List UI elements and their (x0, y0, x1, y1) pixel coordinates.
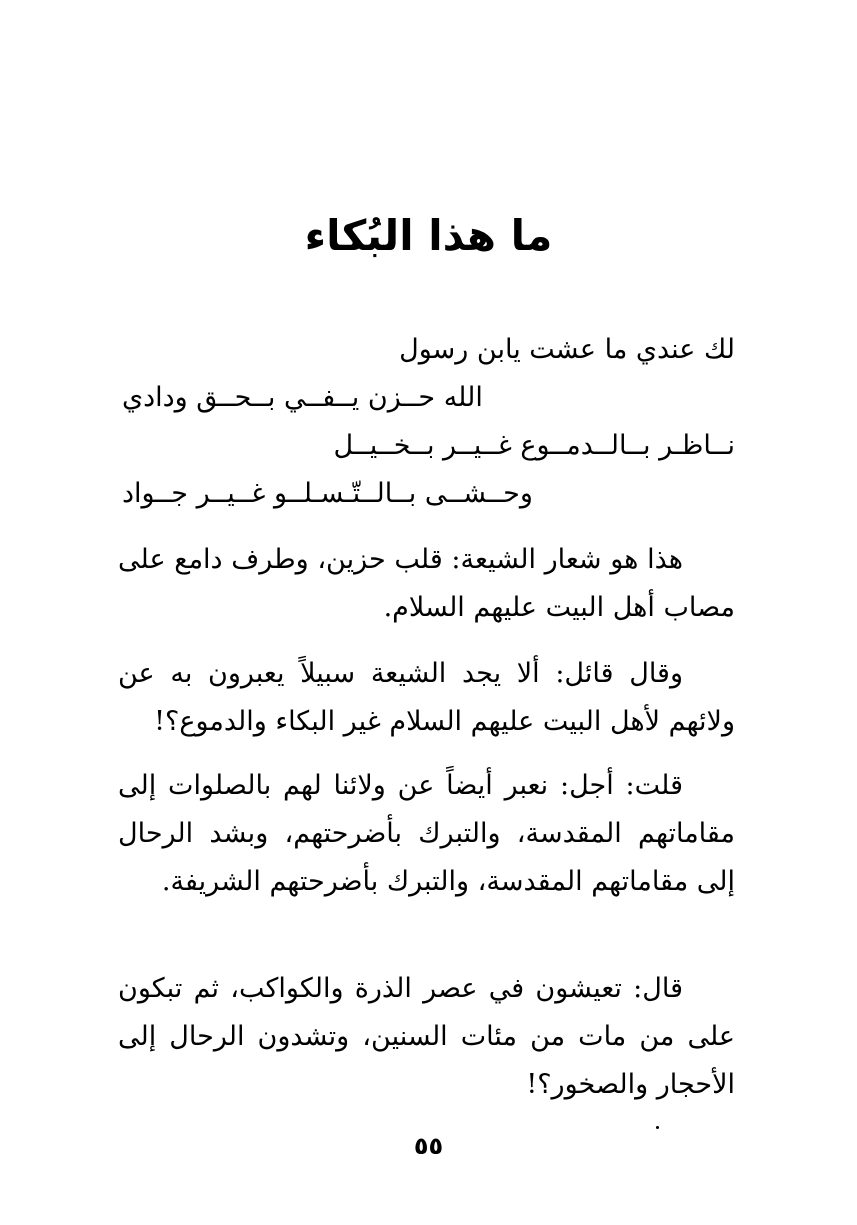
page-number: ٥٥ (413, 1132, 444, 1160)
paragraph-3-text: قلت: أجل: نعبر أيضاً عن ولائنا لهم بالصلوات إلى مقاماتهم المقدسة، والتبرك بأضرحتهم، وبشد الرحال إلى مقاماتهم المقدسة، والتبرك بأضرحتهم الشريفة. (118, 770, 735, 897)
paragraph-1-text: هذا هو شعار الشيعة: قلب حزين، وطرف دامع على مصاب أهل البيت عليهم السلام. (118, 544, 735, 623)
poem-line-4: وحــشــى بــالــتّـسـلــو غــيــر جــواد (122, 478, 533, 509)
paragraph-3 (118, 762, 735, 906)
paragraph-4-text: قال: تعيشون في عصر الذرة والكواكب، ثم تبكون على من مات من مئات السنين، وتشدون الرحال إلى الأحجار والصخور؟! (118, 973, 735, 1100)
paragraph-2-text: وقال قائل: ألا يجد الشيعة سبيلاً يعبرون به عن ولائهم لأهل البيت عليهم السلام غير البكاء والدموع؟! (118, 658, 735, 737)
paragraph-2 (118, 650, 735, 746)
paragraph-1 (118, 536, 735, 632)
poem-line-2: الله حــزن يــفــي بــحــق ودادي (122, 382, 483, 413)
poem-line-1: لك عندي ما عشت يابن رسول (399, 334, 735, 365)
chapter-title: ما هذا البُكاء (304, 211, 553, 260)
paragraph-4 (118, 965, 735, 1109)
poem-line-3: نــاظـر بــالــدمــوع غــيــر بــخــيــل (333, 430, 735, 461)
